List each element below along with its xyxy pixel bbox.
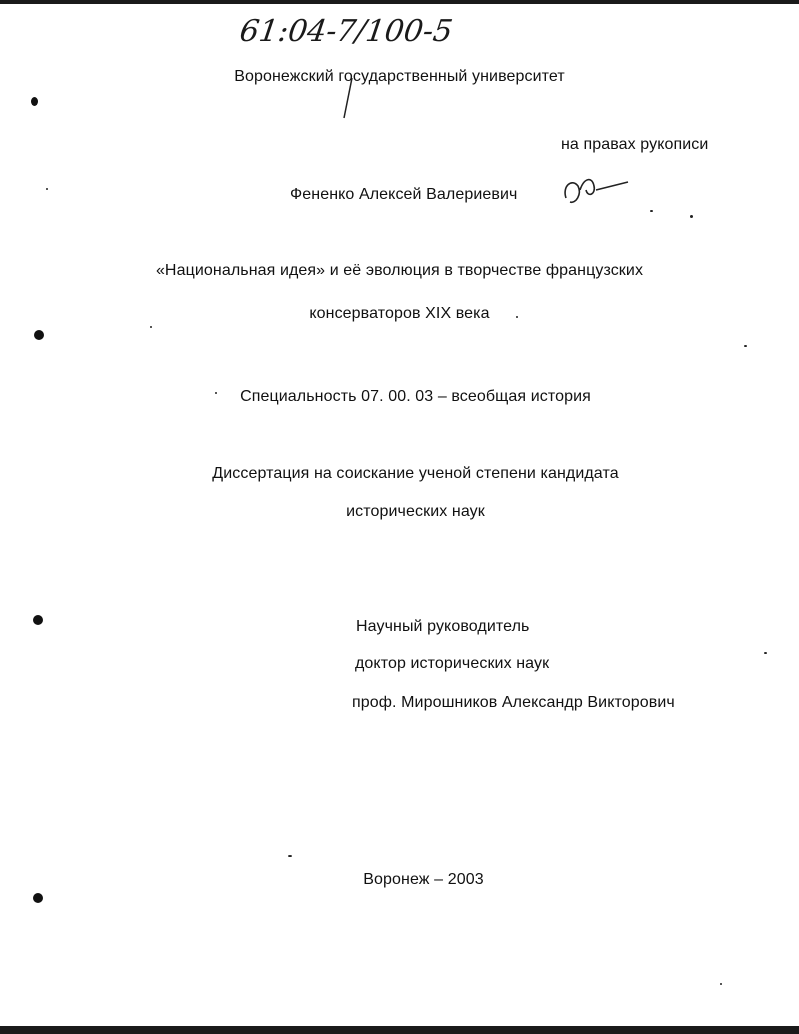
binder-hole-mark — [33, 615, 43, 625]
archive-number-handwritten: 61:04-7/100-5 — [237, 14, 455, 49]
author-signature — [565, 180, 628, 203]
rights-note: на правах рукописи — [561, 136, 709, 153]
supervisor-degree: доктор исторических наук — [355, 655, 550, 672]
title-line-1: «Национальная идея» и её эволюция в творчестве французских — [155, 262, 644, 279]
scan-speck — [150, 326, 152, 328]
city-year: Воронеж – 2003 — [363, 871, 484, 888]
bottom-scan-edge — [0, 1026, 799, 1034]
binder-hole-mark — [34, 330, 44, 340]
scan-speck — [288, 855, 292, 857]
degree-line-1: Диссертация на соискание ученой степени кандидата — [212, 465, 619, 482]
supervisor-role: Научный руководитель — [356, 618, 530, 635]
binder-hole-mark — [33, 893, 43, 903]
scan-speck — [690, 215, 693, 218]
scan-speck — [650, 210, 653, 212]
supervisor-name: проф. Мирошников Александр Викторович — [352, 694, 675, 711]
author-name: Фененко Алексей Валериевич — [290, 186, 518, 203]
scan-speck — [764, 652, 767, 654]
scan-speck — [215, 392, 217, 394]
degree-line-2: исторических наук — [346, 503, 485, 520]
scan-speck — [744, 345, 747, 347]
binder-hole-mark — [31, 97, 38, 106]
university-name: Воронежский государственный университет — [234, 68, 565, 85]
scan-speck — [516, 316, 518, 318]
scan-speck — [46, 188, 48, 190]
title-line-2: консерваторов XIX века — [309, 305, 490, 322]
specialty: Специальность 07. 00. 03 – всеобщая история — [240, 388, 591, 405]
scan-speck — [720, 983, 722, 985]
